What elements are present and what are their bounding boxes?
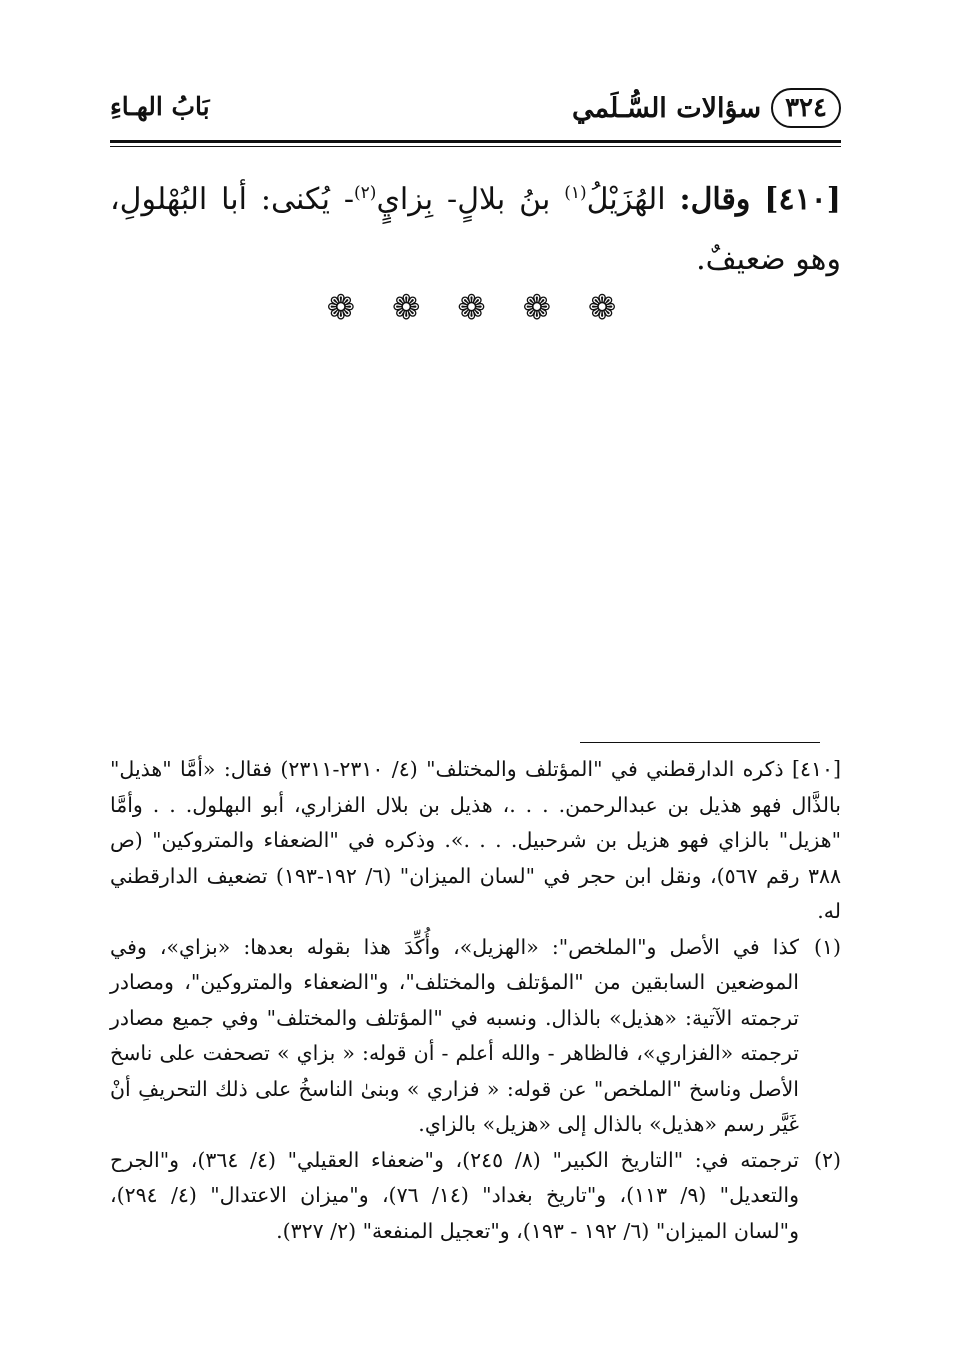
footnote-ref-2: (٢): [354, 183, 377, 203]
ornament-icon: ❁: [587, 288, 627, 328]
footnote-2-text: ترجمته في: "التاريخ الكبير" (٨/ ٢٤٥)، و"ضعفاء العقيلي" (٤/ ٣٦٤)، و"الجرح والتعديل" (٩/ ١١٣)، و"تاريخ بغداد" (١٤/ ٧٦)، و"ميزان الاعتدال" (٤/ ٢٩٤)، و"لسان الميزان" (٦/ ١٩٢ - ١٩٣)، و"تعجيل المنفعة" (٢/ ٣٢٧).: [110, 1147, 799, 1243]
footnote-1-text: كذا في الأصل و"الملخص": «الهزيل»، وأُكِّدَ هذا بقوله بعدها: «بزاي»، وفي الموضعين السابقين من "المؤتلف والمختلف"، و"الضعفاء والمتروكين"، ومصادر ترجمته الآتية: «هذيل» بالذال. ونسبه في "المؤتلف والمختلف" وفي جميع مصادر ترجمته «الفزاري»، فالظاهر - والله أعلم - أن قوله: « بزاي » تصحفت على ناسخ الأصل وناسخ "الملخص" عن قوله: « فزاري » وبنىٰ الناسخُ على ذلك التحريفِ أنْ غَيَّر رسم «هذيل» بالذال إلى «هزيل» بالزاي.: [110, 934, 799, 1136]
footnote-1: [110, 930, 841, 1143]
header-right-group: [572, 88, 841, 128]
footnote-1-label: (١): [813, 934, 841, 959]
footnote-separator: [580, 742, 820, 743]
footnote-entry-label: [٤١٠]: [791, 757, 841, 781]
entry-text: [110, 170, 841, 290]
ornament-icon: ❁: [326, 288, 366, 328]
chapter-title: بَابُ الهـاءِ: [110, 92, 210, 121]
footnote-2: [110, 1143, 841, 1250]
footnote-entry-410: [110, 752, 841, 930]
footnote-2-label: (٢): [813, 1147, 841, 1172]
ornament-icon: ❁: [391, 288, 431, 328]
entry-name: الهُزَيْلُ: [586, 182, 666, 217]
entry-name-cont: بنُ بلالٍ- بِزايٍ: [376, 182, 551, 217]
section-divider-ornaments: [0, 288, 953, 328]
footnotes-section: [110, 752, 841, 1249]
footnote-ref-1: (١): [564, 183, 587, 203]
book-title: سؤالات السُّـلَمي: [572, 92, 762, 124]
footnote-entry-text: ذكره الدارقطني في "المؤتلف والمختلف" (٤/ ٢٣١٠-٢٣١١) فقال: «أمَّا "هذيل" بالذَّال فهو هذيل بن عبدالرحمن. . . .، هذيل بن بلال الفزاري، أبو البهلول. . . وأمَّا "هزيل" بالزاي فهو هزيل بن شرحبيل. . . .». وذكره في "الضعفاء والمتروكين" (ص ٣٨٨ رقم ٥٦٧)، ونقل ابن حجر في "لسان الميزان" (٦/ ١٩٢-١٩٣) تضعيف الدارقطني له.: [110, 757, 841, 923]
running-header: [110, 86, 841, 136]
ornament-icon: ❁: [522, 288, 562, 328]
header-rule: [110, 140, 841, 143]
entry-said: وقال:: [679, 182, 751, 217]
header-rule-thin: [110, 146, 841, 147]
page-number: ٣٢٤: [771, 88, 841, 128]
entry-description: - يُكنى: أبا البُهْلولِ، وهو ضعيفٌ.: [110, 182, 841, 277]
entry-number: [٤١٠]: [764, 182, 841, 217]
ornament-icon: ❁: [457, 288, 496, 328]
